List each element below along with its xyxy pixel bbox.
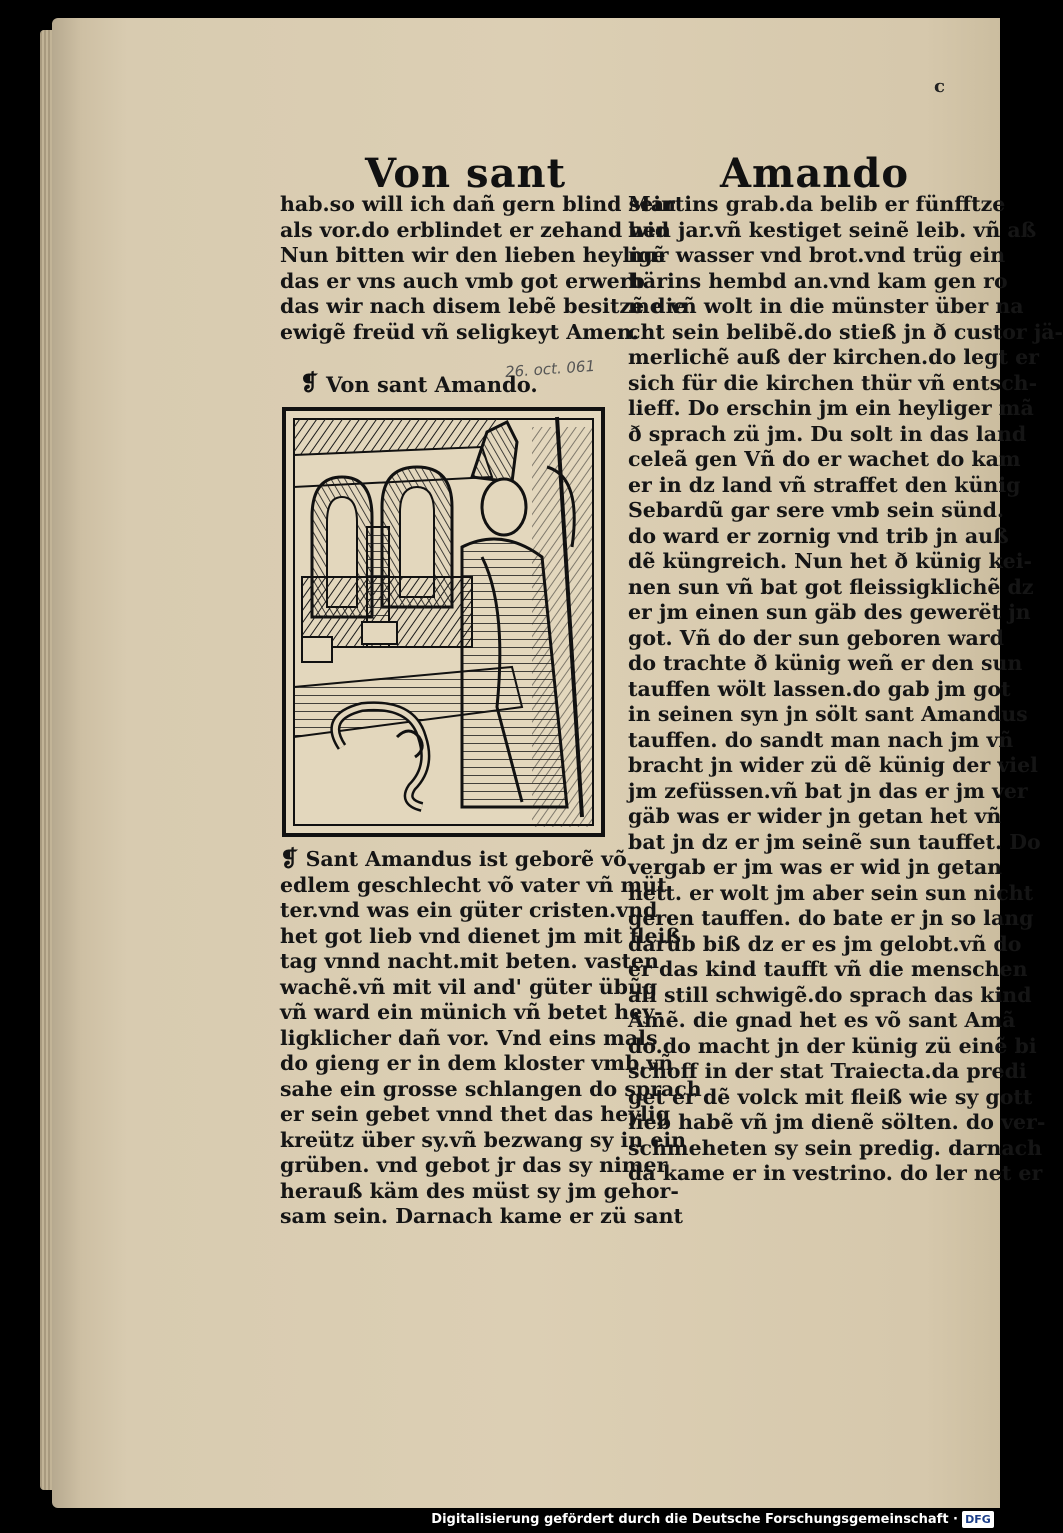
text-line: Martins grab.da belib er fünfftze (628, 192, 1006, 216)
text-line: er jm einen sun gäb des gewerët jn (628, 600, 1031, 624)
text-line: ter.vnd was ein güter cristen.vnd (280, 898, 658, 922)
text-line: got. Vñ do der sun geboren ward (628, 625, 1004, 650)
text-line: tauffen. do sandt man nach jm vñ (628, 727, 1014, 752)
text-line: all still schwigẽ.do sprach das kind (628, 982, 1032, 1007)
text-line: schmeheten sy sein predig. darnach (628, 1135, 1043, 1160)
text-line: bracht jn wider zü dẽ künig der viel (628, 753, 1038, 777)
text-line: merlichẽ auß der kirchen.do legt er (628, 345, 1039, 369)
text-line: celeã gen Vñ do er wachet do kam (628, 447, 1021, 471)
folio-mark: c (934, 76, 945, 97)
text-line: geren tauffen. do bate er jn so lang (628, 906, 1034, 930)
text-line: lieb habẽ vñ jm dienẽ sölten. do ver- (628, 1110, 1046, 1134)
text-line: edlem geschlecht võ vater vñ müt (280, 872, 667, 897)
text-line: do gieng er in dem kloster vmb.vñ (280, 1051, 674, 1075)
text-line: Nun bitten wir den lieben heyligẽ (280, 243, 666, 267)
text-line: härins hembd an.vnd kam gen ro (628, 268, 1008, 293)
text-line: da kame er in vestrino. do ler net er (628, 1161, 1043, 1185)
footer-credit: Digitalisierung gefördert durch die Deutsche Forschungsgemeinschaft · (431, 1512, 958, 1527)
text-line: lieff. Do erschin jm ein heyliger mã (628, 396, 1034, 420)
chapter-title: Von sant Amando. (326, 372, 538, 397)
text-line: vergab er jm was er wid jn getan (628, 855, 1003, 879)
text-line: grüben. vnd gebot jr das sy nimer (280, 1153, 668, 1177)
text-line: in seinen syn jn sölt sant Amandus (628, 702, 1028, 726)
text-line: er sein gebet vnnd thet das heylig (280, 1102, 671, 1126)
text-line: jm zefüssen.vñ bat jn das er jm ver (628, 778, 1028, 803)
text-line: dẽ küngreich. Nun het ð künig kei- (628, 549, 1033, 573)
text-line: nur wasser vnd brot.vnd trüg ein (628, 243, 1006, 267)
text-line: als vor.do erblindet er zehand wid (280, 217, 670, 242)
text-line: schoff in der stat Traiecta.da predi (628, 1059, 1027, 1083)
text-line: ewigẽ freüd vñ seligkeyt Amen. (280, 319, 639, 344)
text-line: sich für die kirchen thür vñ entsch- (628, 370, 1038, 395)
text-line: vñ ward ein münich vñ betet hey- (280, 1000, 663, 1024)
text-line (280, 846, 627, 873)
text-line: me vñ wolt in die münster über na (628, 294, 1024, 318)
text-line: gäb was er wider jn getan het vñ (628, 804, 1002, 828)
woodcut-illustration (282, 407, 605, 837)
text-line: wachẽ.vñ mit vil and' güter übũg (280, 974, 658, 999)
left-column-top (280, 192, 687, 345)
right-column (628, 192, 1063, 1187)
text-line: kreütz über sy.vñ bezwang sy in ein (280, 1127, 687, 1152)
text-line: das er vns auch vmb got erwerb (280, 268, 645, 293)
left-column-bottom (280, 846, 702, 1230)
text-line: Amẽ. die gnad het es võ sant Amã (628, 1008, 1016, 1032)
text-line: do trachte ð künig weñ er den sun (628, 651, 1023, 675)
dfg-logo: DFG (962, 1511, 994, 1528)
text-line: hen jar.vñ kestiget seinẽ leib. vñ aß (628, 217, 1037, 242)
pilcrow-icon: ❡ (280, 846, 299, 872)
text-line: das wir nach disem lebẽ besitzẽ die (280, 294, 687, 318)
text-line: darũb biß dz er es jm gelobt.vñ do (628, 931, 1022, 956)
text-line: hett. er wolt jm aber sein sun nicht (628, 880, 1034, 905)
text-line: do.do macht jn der künig zü einẽ bi (628, 1033, 1037, 1058)
text-line: hab.so will ich dañ gern blind sein (280, 192, 676, 216)
running-head-right: Amando (720, 150, 910, 197)
text-line: do ward er zornig vnd trib jn auß (628, 523, 1009, 548)
running-head-left: Von sant (365, 150, 567, 197)
text-line: get er dẽ volck mit fleiß wie sy gott (628, 1084, 1033, 1109)
text-line: herauß käm des müst sy jm gehor- (280, 1178, 679, 1203)
handwritten-note: 26. oct. 061 (504, 356, 596, 382)
text-line: tag vnnd nacht.mit beten. vasten (280, 949, 659, 973)
text-line: het got lieb vnd dienet jm mit fleiß (280, 923, 681, 948)
text-line: er das kind taufft vñ die menschen (628, 957, 1028, 981)
text-line: Sebardũ gar sere vmb sein sünd. (628, 498, 1005, 522)
text-line-body: Sant Amandus ist geborẽ võ (305, 847, 627, 871)
text-line: ligklicher dañ vor. Vnd eins mals (280, 1025, 658, 1050)
text-line: sam sein. Darnach kame er zü sant (280, 1204, 683, 1228)
text-line: bat jn dz er jm seinẽ sun tauffet. Do (628, 829, 1041, 854)
pilcrow-icon: ❡ (300, 370, 319, 396)
text-line: cht sein belibẽ.do stieß jn ð custor jä- (628, 319, 1063, 344)
text-line: ð sprach zü jm. Du solt in das land (628, 421, 1027, 446)
text-line: sahe ein grosse schlangen do sprach (280, 1076, 702, 1101)
text-line: tauffen wölt lassen.do gab jm got (628, 676, 1011, 701)
text-line: nen sun vñ bat got fleissigklichẽ dz (628, 574, 1034, 599)
text-line: er in dz land vñ straffet den künig (628, 472, 1021, 497)
